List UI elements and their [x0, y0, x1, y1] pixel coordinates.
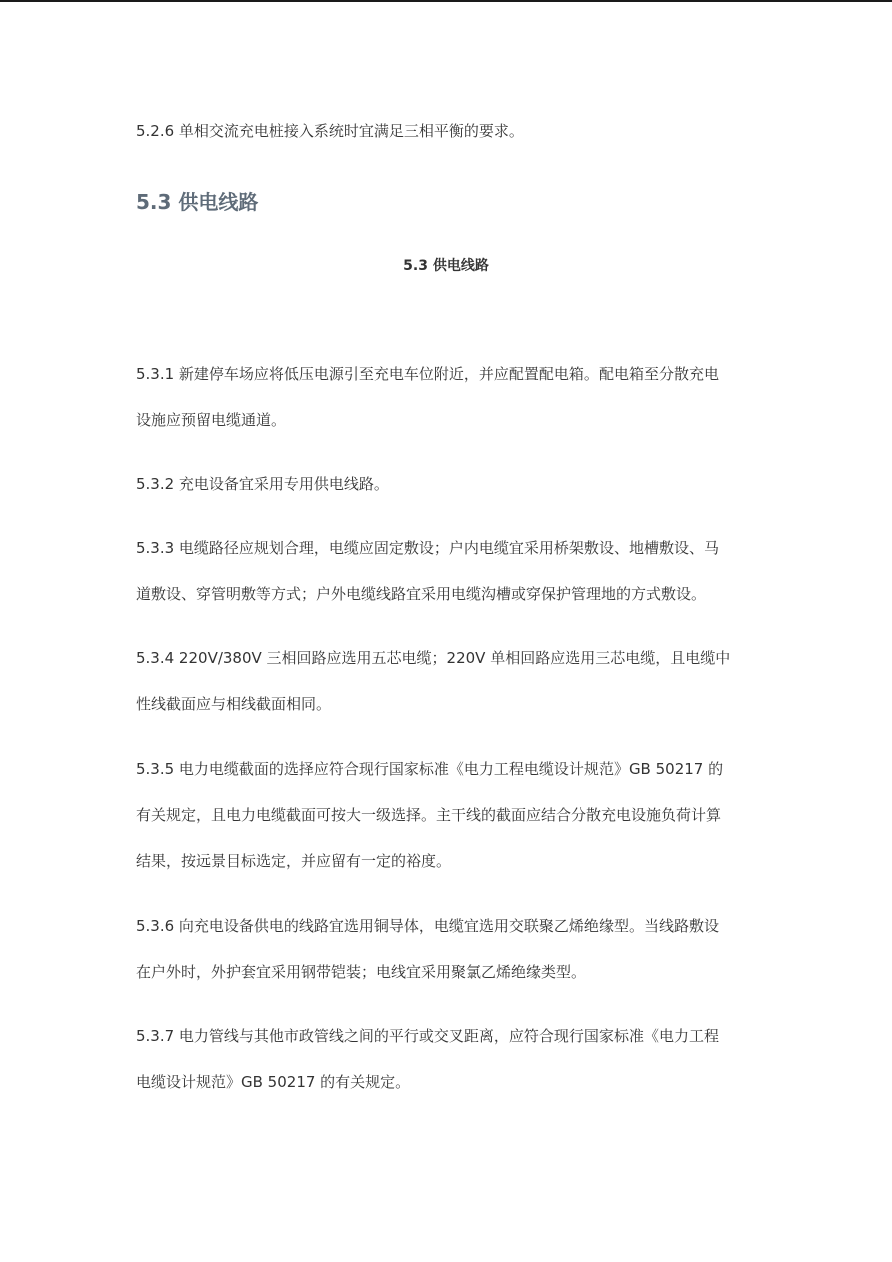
clause-line: 5.3.5 电力电缆截面的选择应符合现行国家标准《电力工程电缆设计规范》GB 50217 的	[136, 760, 724, 778]
clause-5-3-2	[136, 461, 389, 507]
clause-5-3-1	[136, 351, 719, 443]
clause-line: 道敷设、穿管明敷等方式；户外电缆线路宜采用电缆沟槽或穿保护管理地的方式敷设。	[136, 585, 707, 603]
clause-5-3-5	[136, 746, 723, 884]
clause-line: 5.3.3 电缆路径应规划合理，电缆应固定敷设；户内电缆宜采用桥架敷设、地槽敷设、马	[136, 539, 719, 557]
clause-line: 性线截面应与相线截面相同。	[136, 695, 332, 713]
clause-5-3-3	[136, 525, 719, 617]
section-subheading: 5.3 供电线路	[403, 258, 489, 274]
clause-5-3-6	[136, 903, 719, 995]
clause-5-3-7	[136, 1013, 719, 1105]
clause-line: 5.3.4 220V/380V 三相回路应选用五芯电缆；220V 单相回路应选用三芯电缆，且电缆中	[136, 649, 731, 667]
clause-5-3-4	[136, 635, 730, 727]
clause-line: 5.2.6 单相交流充电桩接入系统时宜满足三相平衡的要求。	[136, 122, 524, 140]
clause-line: 结果，按远景目标选定，并应留有一定的裕度。	[136, 852, 452, 870]
clause-line: 在户外时，外护套宜采用钢带铠装；电线宜采用聚氯乙烯绝缘类型。	[136, 963, 587, 981]
clause-5-2-6	[136, 108, 524, 154]
top-border-rule	[0, 0, 892, 2]
clause-line: 有关规定，且电力电缆截面可按大一级选择。主干线的截面应结合分散充电设施负荷计算	[136, 806, 722, 824]
clause-line: 5.3.1 新建停车场应将低压电源引至充电车位附近，并应配置配电箱。配电箱至分散充电	[136, 365, 719, 383]
clause-line: 5.3.6 向充电设备供电的线路宜选用铜导体，电缆宜选用交联聚乙烯绝缘型。当线路敷设	[136, 917, 719, 935]
clause-line: 5.3.2 充电设备宜采用专用供电线路。	[136, 475, 389, 493]
clause-line: 5.3.7 电力管线与其他市政管线之间的平行或交叉距离，应符合现行国家标准《电力工程	[136, 1027, 719, 1045]
section-heading: 5.3 供电线路	[136, 190, 259, 214]
clause-line: 电缆设计规范》GB 50217 的有关规定。	[136, 1073, 411, 1091]
clause-line: 设施应预留电缆通道。	[136, 411, 287, 429]
